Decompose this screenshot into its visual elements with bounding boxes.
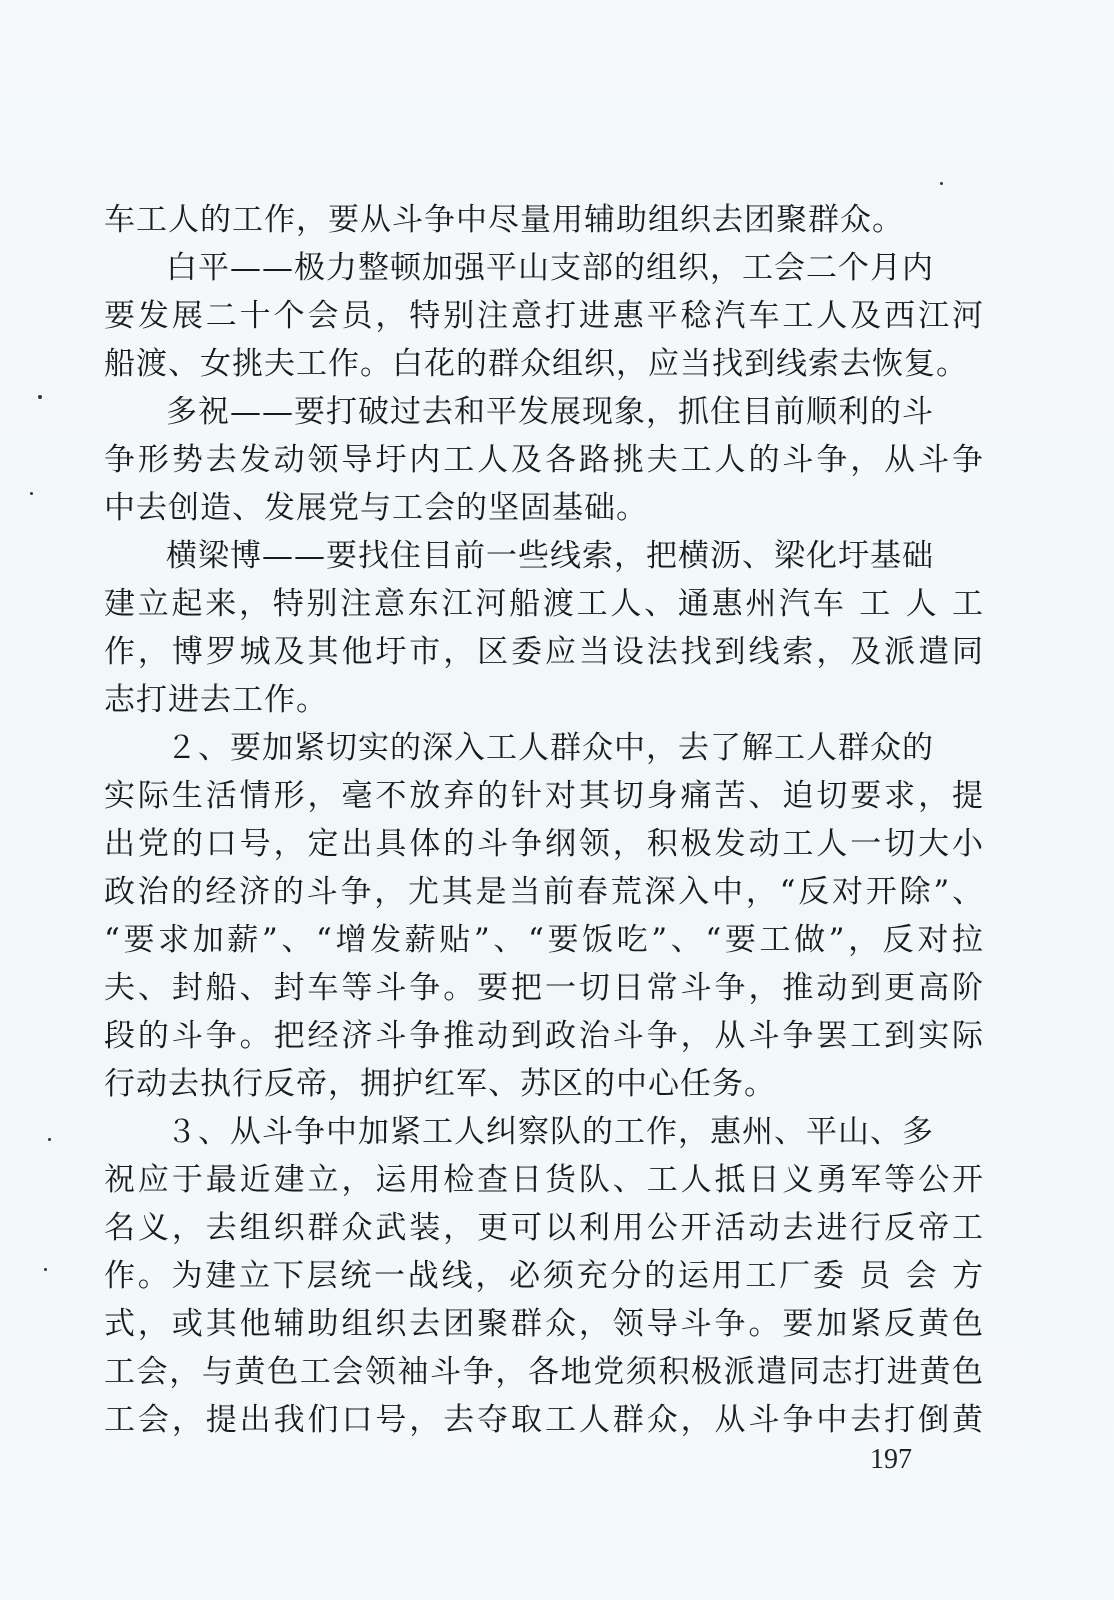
scan-speck [48,1138,51,1141]
text-line: 白平——极力整顿加强平山支部的组织，工会二个月内 [166,250,934,286]
text-line: 车工人的工作，要从斗争中尽量用辅助组织去团聚群众。 [104,202,904,238]
text-line: 建立起来，特别注意东江河船渡工人、通惠州汽车 工 人 工 [104,586,984,622]
text-line: 作，博罗城及其他圩市，区委应当设法找到线索，及派遣同 [104,634,984,670]
page-number: 197 [870,1444,912,1475]
text-line: 争形势去发动领导圩内工人及各路挑夫工人的斗争，从斗争 [104,442,984,478]
text-line: 工会，与黄色工会领袖斗争，各地党须积极派遣同志打进黄色 [104,1354,984,1390]
text-line: 横梁博——要找住目前一些线索，把横沥、梁化圩基础 [166,538,934,574]
text-line: “要求加薪”、“增发薪贴”、“要饭吃”、“要工做”，反对拉 [104,922,984,958]
body-text [104,196,984,1444]
text-line: ２、要加紧切实的深入工人群众中，去了解工人群众的 [166,730,934,766]
text-line: 政治的经济的斗争，尤其是当前春荒深入中，“反对开除”、 [104,874,984,910]
scan-speck [38,395,42,399]
text-line: 要发展二十个会员，特别注意打进惠平稔汽车工人及西江河 [104,298,984,334]
text-line: 中去创造、发展党与工会的坚固基础。 [104,490,648,526]
scan-speck [940,182,943,185]
text-line: 作。为建立下层统一战线，必须充分的运用工厂委 员 会 方 [104,1258,984,1294]
text-line: 工会，提出我们口号，去夺取工人群众，从斗争中去打倒黄 [104,1402,984,1438]
text-line: 多祝——要打破过去和平发展现象，抓住目前顺利的斗 [166,394,934,430]
text-line: 船渡、女挑夫工作。白花的群众组织，应当找到线索去恢复。 [104,346,968,382]
text-line: 祝应于最近建立，运用检查日货队、工人抵日义勇军等公开 [104,1162,984,1198]
scan-speck [30,492,33,495]
text-line: 夫、封船、封车等斗争。要把一切日常斗争，推动到更高阶 [104,970,984,1006]
text-line: 出党的口号，定出具体的斗争纲领，积极发动工人一切大小 [104,826,984,862]
text-line: 志打进去工作。 [104,682,328,718]
scan-speck [44,1268,47,1271]
text-line: ３、从斗争中加紧工人纠察队的工作，惠州、平山、多 [166,1114,934,1150]
text-line: 行动去执行反帝，拥护红军、苏区的中心任务。 [104,1066,776,1102]
text-line: 实际生活情形，毫不放弃的针对其切身痛苦、迫切要求，提 [104,778,984,814]
text-line: 式，或其他辅助组织去团聚群众，领导斗争。要加紧反黄色 [104,1306,984,1342]
text-line: 段的斗争。把经济斗争推动到政治斗争，从斗争罢工到实际 [104,1018,984,1054]
text-line: 名义，去组织群众武装，更可以利用公开活动去进行反帝工 [104,1210,984,1246]
